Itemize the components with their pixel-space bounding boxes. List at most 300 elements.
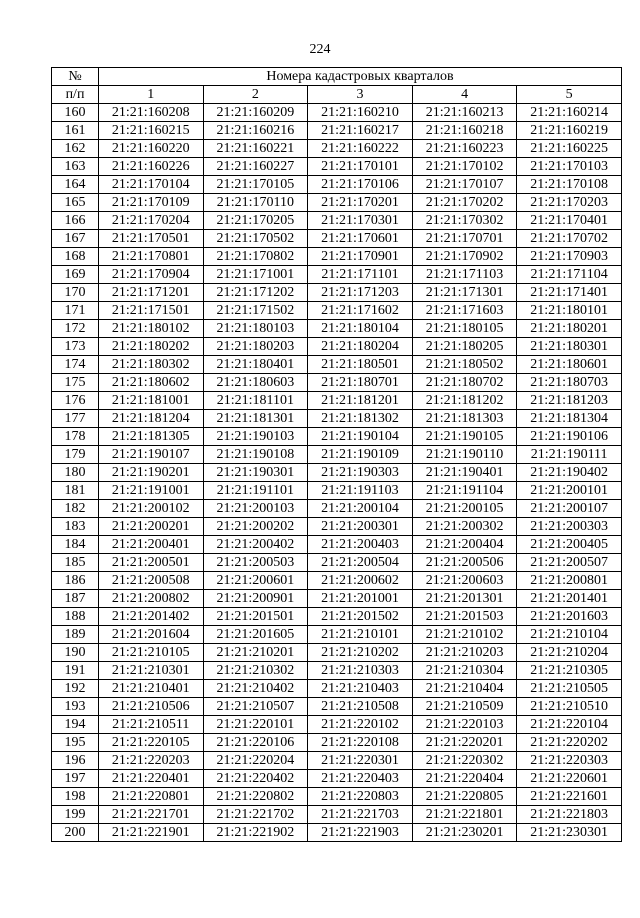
cadastral-number-cell: 21:21:210203	[412, 644, 517, 662]
cadastral-number-cell: 21:21:221903	[308, 824, 413, 842]
table-row	[52, 194, 622, 212]
cadastral-number-cell: 21:21:160226	[99, 158, 204, 176]
group-header: Номера кадастровых кварталов	[99, 68, 622, 86]
row-number-cell: 164	[52, 176, 99, 194]
cadastral-number-cell: 21:21:221902	[203, 824, 308, 842]
cadastral-number-cell: 21:21:210305	[517, 662, 622, 680]
cadastral-number-cell: 21:21:171603	[412, 302, 517, 320]
cadastral-number-cell: 21:21:170401	[517, 212, 622, 230]
row-number-cell: 177	[52, 410, 99, 428]
cadastral-number-cell: 21:21:180601	[517, 356, 622, 374]
cadastral-number-cell: 21:21:220302	[412, 752, 517, 770]
cadastral-number-cell: 21:21:180104	[308, 320, 413, 338]
table-row	[52, 662, 622, 680]
cadastral-number-cell: 21:21:190107	[99, 446, 204, 464]
cadastral-number-cell: 21:21:200101	[517, 482, 622, 500]
cadastral-number-cell: 21:21:191104	[412, 482, 517, 500]
table-row	[52, 230, 622, 248]
table-row	[52, 266, 622, 284]
cadastral-number-cell: 21:21:180202	[99, 338, 204, 356]
cadastral-number-cell: 21:21:221901	[99, 824, 204, 842]
row-number-cell: 188	[52, 608, 99, 626]
table-row	[52, 788, 622, 806]
cadastral-number-cell: 21:21:180401	[203, 356, 308, 374]
cadastral-number-cell: 21:21:220803	[308, 788, 413, 806]
row-number-cell: 186	[52, 572, 99, 590]
cadastral-number-cell: 21:21:190110	[412, 446, 517, 464]
cadastral-number-cell: 21:21:220106	[203, 734, 308, 752]
cadastral-number-cell: 21:21:160222	[308, 140, 413, 158]
cadastral-number-cell: 21:21:160214	[517, 104, 622, 122]
column-header: 5	[517, 86, 622, 104]
row-number-cell: 175	[52, 374, 99, 392]
cadastral-number-cell: 21:21:180701	[308, 374, 413, 392]
cadastral-number-cell: 21:21:210506	[99, 698, 204, 716]
cadastral-number-cell: 21:21:210509	[412, 698, 517, 716]
row-number-cell: 181	[52, 482, 99, 500]
cadastral-number-cell: 21:21:190103	[203, 428, 308, 446]
table-row	[52, 320, 622, 338]
cadastral-number-cell: 21:21:170901	[308, 248, 413, 266]
cadastral-number-cell: 21:21:180301	[517, 338, 622, 356]
cadastral-number-cell: 21:21:210105	[99, 644, 204, 662]
cadastral-number-cell: 21:21:170108	[517, 176, 622, 194]
cadastral-number-cell: 21:21:200301	[308, 518, 413, 536]
cadastral-number-cell: 21:21:160210	[308, 104, 413, 122]
cadastral-number-cell: 21:21:191001	[99, 482, 204, 500]
table-row	[52, 302, 622, 320]
row-number-cell: 199	[52, 806, 99, 824]
cadastral-number-cell: 21:21:171103	[412, 266, 517, 284]
row-number-cell: 190	[52, 644, 99, 662]
cadastral-number-cell: 21:21:210302	[203, 662, 308, 680]
cadastral-number-cell: 21:21:170203	[517, 194, 622, 212]
cadastral-number-cell: 21:21:221801	[412, 806, 517, 824]
cadastral-number-cell: 21:21:200401	[99, 536, 204, 554]
cadastral-number-cell: 21:21:210507	[203, 698, 308, 716]
cadastral-number-cell: 21:21:190402	[517, 464, 622, 482]
cadastral-number-cell: 21:21:170107	[412, 176, 517, 194]
cadastral-number-cell: 21:21:170601	[308, 230, 413, 248]
cadastral-number-cell: 21:21:221601	[517, 788, 622, 806]
cadastral-number-cell: 21:21:170903	[517, 248, 622, 266]
cadastral-number-cell: 21:21:160213	[412, 104, 517, 122]
cadastral-number-cell: 21:21:200104	[308, 500, 413, 518]
cadastral-number-cell: 21:21:190106	[517, 428, 622, 446]
cadastral-number-cell: 21:21:170105	[203, 176, 308, 194]
cadastral-number-cell: 21:21:230201	[412, 824, 517, 842]
table-row	[52, 446, 622, 464]
table-row	[52, 626, 622, 644]
cadastral-number-cell: 21:21:190104	[308, 428, 413, 446]
table-row	[52, 716, 622, 734]
cadastral-number-cell: 21:21:230301	[517, 824, 622, 842]
cadastral-number-cell: 21:21:210202	[308, 644, 413, 662]
column-header: 1	[99, 86, 204, 104]
cadastral-number-cell: 21:21:200602	[308, 572, 413, 590]
cadastral-number-cell: 21:21:181303	[412, 410, 517, 428]
column-header: 4	[412, 86, 517, 104]
cadastral-number-cell: 21:21:210101	[308, 626, 413, 644]
cadastral-number-cell: 21:21:160217	[308, 122, 413, 140]
cadastral-number-cell: 21:21:210510	[517, 698, 622, 716]
cadastral-number-cell: 21:21:170101	[308, 158, 413, 176]
cadastral-number-cell: 21:21:170106	[308, 176, 413, 194]
column-header: 3	[308, 86, 413, 104]
cadastral-number-cell: 21:21:190108	[203, 446, 308, 464]
table-row	[52, 464, 622, 482]
table-row	[52, 752, 622, 770]
table-body	[52, 104, 622, 842]
cadastral-number-cell: 21:21:160221	[203, 140, 308, 158]
table-row	[52, 176, 622, 194]
cadastral-number-cell: 21:21:210304	[412, 662, 517, 680]
cadastral-number-cell: 21:21:220204	[203, 752, 308, 770]
page-number: 224	[309, 42, 331, 57]
table-row	[52, 572, 622, 590]
cadastral-number-cell: 21:21:170202	[412, 194, 517, 212]
cadastral-number-cell: 21:21:200105	[412, 500, 517, 518]
row-number-cell: 195	[52, 734, 99, 752]
cadastral-number-cell: 21:21:200801	[517, 572, 622, 590]
cadastral-number-cell: 21:21:181101	[203, 392, 308, 410]
cadastral-number-cell: 21:21:220802	[203, 788, 308, 806]
cadastral-number-cell: 21:21:170301	[308, 212, 413, 230]
cadastral-number-cell: 21:21:180205	[412, 338, 517, 356]
cadastral-number-cell: 21:21:180204	[308, 338, 413, 356]
cadastral-number-cell: 21:21:170302	[412, 212, 517, 230]
cadastral-number-cell: 21:21:170205	[203, 212, 308, 230]
row-number-cell: 180	[52, 464, 99, 482]
row-number-cell: 169	[52, 266, 99, 284]
cadastral-number-cell: 21:21:170502	[203, 230, 308, 248]
cadastral-number-cell: 21:21:210204	[517, 644, 622, 662]
cadastral-number-cell: 21:21:220401	[99, 770, 204, 788]
cadastral-number-cell: 21:21:200507	[517, 554, 622, 572]
cadastral-number-cell: 21:21:210401	[99, 680, 204, 698]
table-row	[52, 806, 622, 824]
cadastral-number-cell: 21:21:160218	[412, 122, 517, 140]
row-number-cell: 173	[52, 338, 99, 356]
cadastral-number-cell: 21:21:181202	[412, 392, 517, 410]
row-number-cell: 178	[52, 428, 99, 446]
cadastral-number-cell: 21:21:170103	[517, 158, 622, 176]
cadastral-number-cell: 21:21:220301	[308, 752, 413, 770]
cadastral-number-cell: 21:21:201605	[203, 626, 308, 644]
cadastral-number-cell: 21:21:220303	[517, 752, 622, 770]
row-number-cell: 161	[52, 122, 99, 140]
cadastral-number-cell: 21:21:170201	[308, 194, 413, 212]
table-row	[52, 248, 622, 266]
cadastral-number-cell: 21:21:160208	[99, 104, 204, 122]
cadastral-number-cell: 21:21:210404	[412, 680, 517, 698]
cadastral-number-cell: 21:21:220404	[412, 770, 517, 788]
row-number-cell: 166	[52, 212, 99, 230]
table-row	[52, 158, 622, 176]
cadastral-number-cell: 21:21:190401	[412, 464, 517, 482]
cadastral-number-cell: 21:21:201401	[517, 590, 622, 608]
row-number-cell: 172	[52, 320, 99, 338]
cadastral-number-cell: 21:21:210505	[517, 680, 622, 698]
cadastral-number-cell: 21:21:170501	[99, 230, 204, 248]
cadastral-number-cell: 21:21:201604	[99, 626, 204, 644]
cadastral-number-cell: 21:21:220105	[99, 734, 204, 752]
cadastral-number-cell: 21:21:181201	[308, 392, 413, 410]
cadastral-number-cell: 21:21:200102	[99, 500, 204, 518]
cadastral-number-cell: 21:21:190301	[203, 464, 308, 482]
cadastral-number-cell: 21:21:160225	[517, 140, 622, 158]
cadastral-number-cell: 21:21:180203	[203, 338, 308, 356]
table-row	[52, 338, 622, 356]
row-number-cell: 170	[52, 284, 99, 302]
cadastral-number-cell: 21:21:171101	[308, 266, 413, 284]
cadastral-number-cell: 21:21:181204	[99, 410, 204, 428]
cadastral-number-cell: 21:21:171001	[203, 266, 308, 284]
cadastral-number-cell: 21:21:190303	[308, 464, 413, 482]
cadastral-number-cell: 21:21:160216	[203, 122, 308, 140]
cadastral-number-cell: 21:21:191103	[308, 482, 413, 500]
cadastral-number-cell: 21:21:170702	[517, 230, 622, 248]
cadastral-number-cell: 21:21:160220	[99, 140, 204, 158]
cadastral-number-cell: 21:21:201603	[517, 608, 622, 626]
table-row	[52, 410, 622, 428]
row-number-cell: 168	[52, 248, 99, 266]
cadastral-number-cell: 21:21:180702	[412, 374, 517, 392]
row-number-cell: 193	[52, 698, 99, 716]
cadastral-number-cell: 21:21:170110	[203, 194, 308, 212]
cadastral-number-cell: 21:21:220601	[517, 770, 622, 788]
row-number-cell: 187	[52, 590, 99, 608]
table-row	[52, 554, 622, 572]
cadastral-number-cell: 21:21:200802	[99, 590, 204, 608]
table-row	[52, 590, 622, 608]
cadastral-number-cell: 21:21:200404	[412, 536, 517, 554]
row-number-cell: 191	[52, 662, 99, 680]
cadastral-number-cell: 21:21:170802	[203, 248, 308, 266]
table-row	[52, 500, 622, 518]
cadastral-number-cell: 21:21:210511	[99, 716, 204, 734]
cadastral-number-cell: 21:21:210104	[517, 626, 622, 644]
cadastral-number-cell: 21:21:170109	[99, 194, 204, 212]
cadastral-number-cell: 21:21:171104	[517, 266, 622, 284]
cadastral-number-cell: 21:21:201503	[412, 608, 517, 626]
row-number-cell: 163	[52, 158, 99, 176]
cadastral-number-cell: 21:21:210303	[308, 662, 413, 680]
cadastral-number-cell: 21:21:220202	[517, 734, 622, 752]
cadastral-number-cell: 21:21:210201	[203, 644, 308, 662]
cadastral-number-cell: 21:21:201301	[412, 590, 517, 608]
cadastral-number-cell: 21:21:200403	[308, 536, 413, 554]
cadastral-number-cell: 21:21:180102	[99, 320, 204, 338]
cadastral-number-cell: 21:21:200501	[99, 554, 204, 572]
cadastral-number-cell: 21:21:181305	[99, 428, 204, 446]
table-row	[52, 644, 622, 662]
cadastral-number-cell: 21:21:210508	[308, 698, 413, 716]
row-number-cell: 196	[52, 752, 99, 770]
cadastral-number-cell: 21:21:200402	[203, 536, 308, 554]
row-number-cell: 189	[52, 626, 99, 644]
cadastral-number-cell: 21:21:171202	[203, 284, 308, 302]
cadastral-number-cell: 21:21:200603	[412, 572, 517, 590]
cadastral-number-cell: 21:21:180703	[517, 374, 622, 392]
table-row	[52, 734, 622, 752]
cadastral-number-cell: 21:21:200504	[308, 554, 413, 572]
cadastral-number-cell: 21:21:180201	[517, 320, 622, 338]
cadastral-number-cell: 21:21:201502	[308, 608, 413, 626]
table-row	[52, 374, 622, 392]
cadastral-number-cell: 21:21:171602	[308, 302, 413, 320]
table-row	[52, 428, 622, 446]
cadastral-number-cell: 21:21:221702	[203, 806, 308, 824]
cadastral-number-cell: 21:21:160223	[412, 140, 517, 158]
cadastral-number-cell: 21:21:170104	[99, 176, 204, 194]
cadastral-number-cell: 21:21:220801	[99, 788, 204, 806]
cadastral-number-cell: 21:21:221701	[99, 806, 204, 824]
cadastral-number-cell: 21:21:200601	[203, 572, 308, 590]
table-subheader-row	[52, 86, 622, 104]
cadastral-number-cell: 21:21:160215	[99, 122, 204, 140]
row-number-cell: 183	[52, 518, 99, 536]
table-row	[52, 392, 622, 410]
cadastral-number-cell: 21:21:200107	[517, 500, 622, 518]
cadastral-number-cell: 21:21:180501	[308, 356, 413, 374]
cadastral-number-cell: 21:21:160209	[203, 104, 308, 122]
cadastral-number-cell: 21:21:180603	[203, 374, 308, 392]
cadastral-quarters-table	[51, 67, 622, 842]
table-row	[52, 698, 622, 716]
table-row	[52, 356, 622, 374]
cadastral-number-cell: 21:21:200302	[412, 518, 517, 536]
table-row	[52, 608, 622, 626]
cadastral-number-cell: 21:21:210403	[308, 680, 413, 698]
cadastral-number-cell: 21:21:200201	[99, 518, 204, 536]
cadastral-number-cell: 21:21:170902	[412, 248, 517, 266]
cadastral-number-cell: 21:21:200405	[517, 536, 622, 554]
row-number-cell: 200	[52, 824, 99, 842]
cadastral-number-cell: 21:21:201501	[203, 608, 308, 626]
num-header-bottom: п/п	[52, 86, 99, 104]
cadastral-number-cell: 21:21:210102	[412, 626, 517, 644]
row-number-cell: 167	[52, 230, 99, 248]
table-row	[52, 680, 622, 698]
cadastral-number-cell: 21:21:221803	[517, 806, 622, 824]
row-number-cell: 197	[52, 770, 99, 788]
cadastral-number-cell: 21:21:220108	[308, 734, 413, 752]
cadastral-number-cell: 21:21:200506	[412, 554, 517, 572]
row-number-cell: 179	[52, 446, 99, 464]
cadastral-number-cell: 21:21:220402	[203, 770, 308, 788]
row-number-cell: 185	[52, 554, 99, 572]
row-number-cell: 165	[52, 194, 99, 212]
cadastral-number-cell: 21:21:180101	[517, 302, 622, 320]
table-row	[52, 284, 622, 302]
cadastral-number-cell: 21:21:220201	[412, 734, 517, 752]
cadastral-number-cell: 21:21:170701	[412, 230, 517, 248]
cadastral-number-cell: 21:21:220102	[308, 716, 413, 734]
cadastral-number-cell: 21:21:160219	[517, 122, 622, 140]
table-row	[52, 140, 622, 158]
cadastral-number-cell: 21:21:220203	[99, 752, 204, 770]
cadastral-number-cell: 21:21:200303	[517, 518, 622, 536]
cadastral-number-cell: 21:21:190111	[517, 446, 622, 464]
cadastral-number-cell: 21:21:200202	[203, 518, 308, 536]
table-row	[52, 212, 622, 230]
row-number-cell: 176	[52, 392, 99, 410]
cadastral-number-cell: 21:21:220104	[517, 716, 622, 734]
row-number-cell: 198	[52, 788, 99, 806]
cadastral-number-cell: 21:21:171501	[99, 302, 204, 320]
cadastral-number-cell: 21:21:170904	[99, 266, 204, 284]
cadastral-number-cell: 21:21:201001	[308, 590, 413, 608]
cadastral-number-cell: 21:21:220805	[412, 788, 517, 806]
cadastral-number-cell: 21:21:210301	[99, 662, 204, 680]
cadastral-number-cell: 21:21:171203	[308, 284, 413, 302]
cadastral-number-cell: 21:21:171301	[412, 284, 517, 302]
table-row	[52, 104, 622, 122]
cadastral-number-cell: 21:21:190105	[412, 428, 517, 446]
cadastral-number-cell: 21:21:191101	[203, 482, 308, 500]
cadastral-number-cell: 21:21:170801	[99, 248, 204, 266]
row-number-cell: 162	[52, 140, 99, 158]
table-row	[52, 518, 622, 536]
cadastral-number-cell: 21:21:201402	[99, 608, 204, 626]
cadastral-number-cell: 21:21:170102	[412, 158, 517, 176]
row-number-cell: 194	[52, 716, 99, 734]
cadastral-number-cell: 21:21:190109	[308, 446, 413, 464]
cadastral-number-cell: 21:21:220403	[308, 770, 413, 788]
table-row	[52, 770, 622, 788]
row-number-cell: 171	[52, 302, 99, 320]
cadastral-number-cell: 21:21:160227	[203, 158, 308, 176]
cadastral-number-cell: 21:21:180602	[99, 374, 204, 392]
cadastral-number-cell: 21:21:171401	[517, 284, 622, 302]
table-row	[52, 482, 622, 500]
cadastral-number-cell: 21:21:181001	[99, 392, 204, 410]
table-row	[52, 536, 622, 554]
cadastral-number-cell: 21:21:200508	[99, 572, 204, 590]
table-row	[52, 824, 622, 842]
table-header-row	[52, 68, 622, 86]
cadastral-number-cell: 21:21:210402	[203, 680, 308, 698]
row-number-cell: 174	[52, 356, 99, 374]
cadastral-number-cell: 21:21:171502	[203, 302, 308, 320]
cadastral-number-cell: 21:21:221703	[308, 806, 413, 824]
row-number-cell: 182	[52, 500, 99, 518]
cadastral-number-cell: 21:21:181203	[517, 392, 622, 410]
cadastral-number-cell: 21:21:180103	[203, 320, 308, 338]
cadastral-number-cell: 21:21:180502	[412, 356, 517, 374]
cadastral-number-cell: 21:21:171201	[99, 284, 204, 302]
cadastral-number-cell: 21:21:181301	[203, 410, 308, 428]
cadastral-number-cell: 21:21:200503	[203, 554, 308, 572]
row-number-cell: 160	[52, 104, 99, 122]
row-number-cell: 192	[52, 680, 99, 698]
column-header: 2	[203, 86, 308, 104]
cadastral-number-cell: 21:21:200901	[203, 590, 308, 608]
cadastral-number-cell: 21:21:180105	[412, 320, 517, 338]
num-header-top: №	[52, 68, 99, 86]
table-row	[52, 122, 622, 140]
cadastral-number-cell: 21:21:200103	[203, 500, 308, 518]
cadastral-number-cell: 21:21:181302	[308, 410, 413, 428]
cadastral-number-cell: 21:21:190201	[99, 464, 204, 482]
row-number-cell: 184	[52, 536, 99, 554]
cadastral-number-cell: 21:21:170204	[99, 212, 204, 230]
cadastral-number-cell: 21:21:220101	[203, 716, 308, 734]
cadastral-number-cell: 21:21:180302	[99, 356, 204, 374]
cadastral-number-cell: 21:21:181304	[517, 410, 622, 428]
cadastral-number-cell: 21:21:220103	[412, 716, 517, 734]
